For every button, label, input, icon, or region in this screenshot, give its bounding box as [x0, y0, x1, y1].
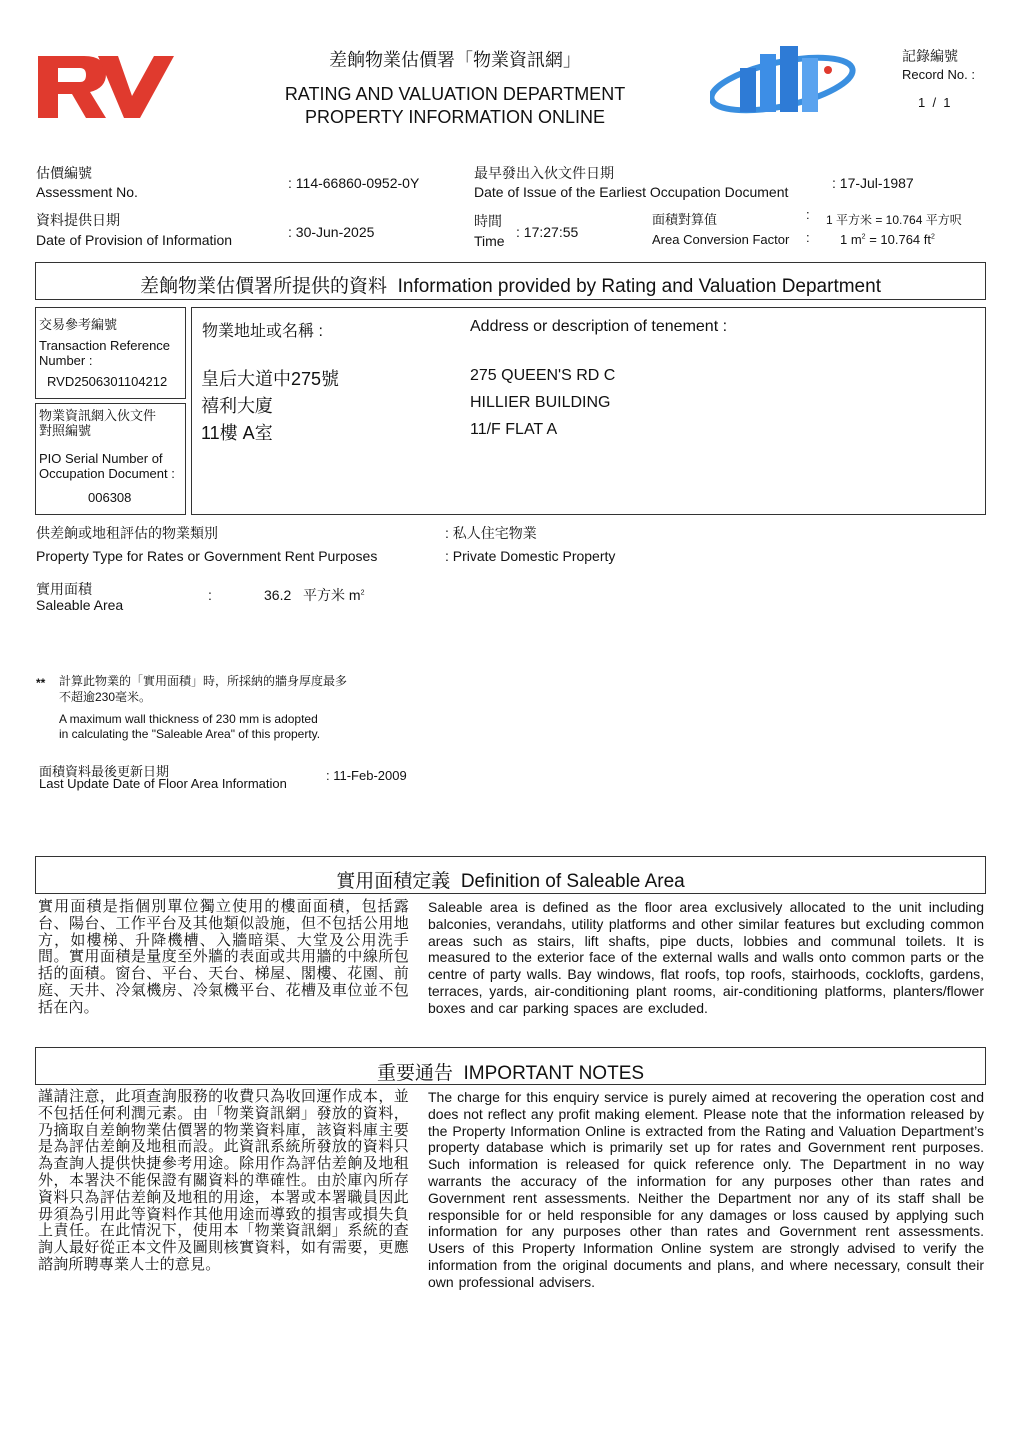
- footnote-marker: **: [36, 676, 46, 690]
- record-value: 1 / 1: [918, 95, 951, 110]
- type-label-en: Property Type for Rates or Government Rent Purposes: [36, 548, 378, 564]
- footnote-zh-line2: 不超逾230毫米。: [59, 690, 152, 704]
- notes-body-en: The charge for this enquiry service is purely aimed at recovering the operation cost and does not reflect any profit making element. Please note that the information released by the Property Information Online is extracted from the Rating and Valuation Department’s property database which is primarily set up for rates and Government rent purposes. Such information is released for quick reference only. The Department in no way warrants the accuracy of the information for any purposes other than rates and Government rent assessments. Neither the Department nor any of its staff shall be responsible for or held responsible for any damages or loss caused by applying such information for any purposes other than rates and Government rent assessments. Users of this Property Information Online system are strongly advised to verify the information from the original documents and plans, and where necessary, consult their own professional advisers.: [428, 1089, 984, 1290]
- notes-body-zh: 謹請注意，此項查詢服務的收費只為收回運作成本，並不包括任何利潤元素。由「物業資訊網」發放的資料，乃摘取自差餉物業估價署的物業資料庫，該資料庫主要是為評估差餉及地租而設。此資訊系統所發放的資料只為查詢人提供快捷參考用途。除用作為評估差餉及地租外，本署決不能保證有關資料的準確性。由於庫內所存資料只為評估差餉及地租的用途，本署或本署職員因此毋須為引用此等資料作其他用途而導致的損害或損失負上責任。在此情況下，使用本「物業資訊網」系統的查詢人最好從正本文件及圖則核實資料，如有需要，更應諮詢所聘專業人士的意見。: [38, 1088, 409, 1273]
- assessment-value: : 114-66860-0952-0Y: [288, 175, 420, 191]
- address-zh-line1: 皇后大道中275號: [201, 369, 340, 389]
- address-en-line1: 275 QUEEN'S RD C: [470, 367, 616, 384]
- provision-label-en: Date of Provision of Information: [36, 232, 233, 248]
- area-value: 36.2: [264, 587, 292, 603]
- footnote-zh-line1: 計算此物業的「實用面積」時，所採納的牆身厚度最多: [59, 674, 348, 688]
- header-title-en-2: PROPERTY INFORMATION ONLINE: [304, 107, 606, 127]
- conv-label-en: Area Conversion Factor: [652, 232, 790, 247]
- provision-value: : 30-Jun-2025: [288, 224, 375, 240]
- pio-value: 006308: [88, 490, 132, 505]
- earliest-label-en: Date of Issue of the Earliest Occupation Document: [474, 184, 789, 200]
- provision-label-zh: 資料提供日期: [36, 212, 120, 228]
- notes-title: 重要通告 IMPORTANT NOTES: [376, 1063, 645, 1084]
- conv-colon-2: :: [806, 230, 810, 245]
- update-label-zh: 面積資料最後更新日期: [39, 764, 170, 779]
- type-value-zh: : 私人住宅物業: [445, 525, 537, 541]
- assessment-label-zh: 估價編號: [36, 165, 92, 181]
- earliest-label-zh: 最早發出入伙文件日期: [474, 165, 614, 181]
- transaction-ref-box: [35, 307, 186, 399]
- pio-label-zh: 物業資訊網入伙文件對照編號: [39, 408, 157, 438]
- area-unit: 平方米 $m^2$: [303, 587, 365, 603]
- footnote-en-line2: in calculating the "Saleable Area" of this property.: [59, 727, 321, 741]
- rv-logo-graphic: [36, 52, 174, 120]
- update-label-en: Last Update Date of Floor Area Information: [39, 776, 287, 791]
- rv-logo: [36, 52, 174, 120]
- address-box: [191, 307, 986, 515]
- time-label-zh: 時間: [474, 213, 502, 229]
- pio-building-icon: [710, 40, 860, 116]
- definition-body-en: Saleable area is defined as the floor area exclusively allocated to the unit including balconies, verandahs, utility platforms and other similar features but excluding common areas such as stairs, lift shafts, pipe ducts, lobbies and communal toilets. It is measured to the exterior face of the external walls and walls onto common parts or the centre of party walls. Bay windows, flat roofs, top roofs, stairhoods, cocklofts, gardens, terraces, yards, air-conditioning plant rooms, air-conditioning platforms, planters/flower boxes and car parking spaces are excluded.: [428, 899, 984, 1016]
- type-value-en: : Private Domestic Property: [445, 548, 616, 564]
- address-label-en: Address or description of tenement :: [470, 318, 728, 335]
- conv-value-2: 1 $m^2 = 10.764$ $ft^2$: [840, 232, 935, 247]
- address-en-line2: HILLIER BUILDING: [470, 394, 611, 411]
- assessment-label-en: Assessment No.: [36, 184, 138, 200]
- header-title-zh: 差餉物業估價署「物業資訊網」: [329, 50, 581, 70]
- section-rvd-info-header: [35, 262, 986, 300]
- conv-label-zh: 面積對算值: [652, 212, 718, 227]
- address-label-zh: 物業地址或名稱 :: [202, 323, 323, 340]
- area-label-en: Saleable Area: [36, 597, 124, 613]
- section-definition-header: [35, 856, 986, 894]
- address-zh-line2: 禧利大廈: [201, 396, 273, 416]
- trn-label-en: Transaction Reference Number :: [39, 338, 171, 368]
- type-label-zh: 供差餉或地租評估的物業類別: [36, 525, 218, 541]
- pio-label-en: PIO Serial Number of Occupation Document :: [39, 451, 175, 481]
- time-label-en: Time: [474, 233, 505, 249]
- area-label-zh: 實用面積: [36, 581, 92, 597]
- section-notes-header: [35, 1047, 986, 1085]
- header-title-en-1: RATING AND VALUATION DEPARTMENT: [284, 84, 626, 104]
- trn-value: RVD2506301104212: [47, 374, 168, 389]
- area-colon: :: [208, 587, 212, 603]
- record-label-zh: 記錄編號: [902, 48, 958, 64]
- address-en-line3: 11/F FLAT A: [470, 421, 558, 438]
- trn-label-zh: 交易參考編號: [39, 317, 118, 332]
- conv-colon-1: :: [806, 207, 810, 222]
- pio-serial-box: [35, 403, 186, 515]
- definition-body-zh: 實用面積是指個別單位獨立使用的樓面面積，包括露台、陽台、工作平台及其他類似設施，但不包括公用地方，如樓梯、升降機槽、入牆暗渠、大堂及公用洗手間。實用面積是量度至外牆的表面或共用牆的中線所包括的面積。窗台、平台、天台、梯屋、閣樓、花園、前庭、天井、冷氣機房、冷氣機平台、花槽及車位並不包括在內。: [38, 898, 409, 1016]
- record-label-en: Record No. :: [902, 67, 975, 82]
- conv-value-1: 1 平方米 = 10.764 平方呎: [826, 213, 962, 227]
- section-rvd-title: 差餉物業估價署所提供的資料 Information provided by Rating and Valuation Department: [140, 276, 881, 297]
- time-value: : 17:27:55: [516, 224, 579, 240]
- address-zh-line3: 11樓 A室: [201, 423, 273, 443]
- footnote-en-line1: A maximum wall thickness of 230 mm is adopted: [59, 712, 318, 726]
- update-value: : 11-Feb-2009: [326, 768, 407, 783]
- earliest-value: : 17-Jul-1987: [832, 175, 914, 191]
- definition-title: 實用面積定義 Definition of Saleable Area: [336, 871, 685, 892]
